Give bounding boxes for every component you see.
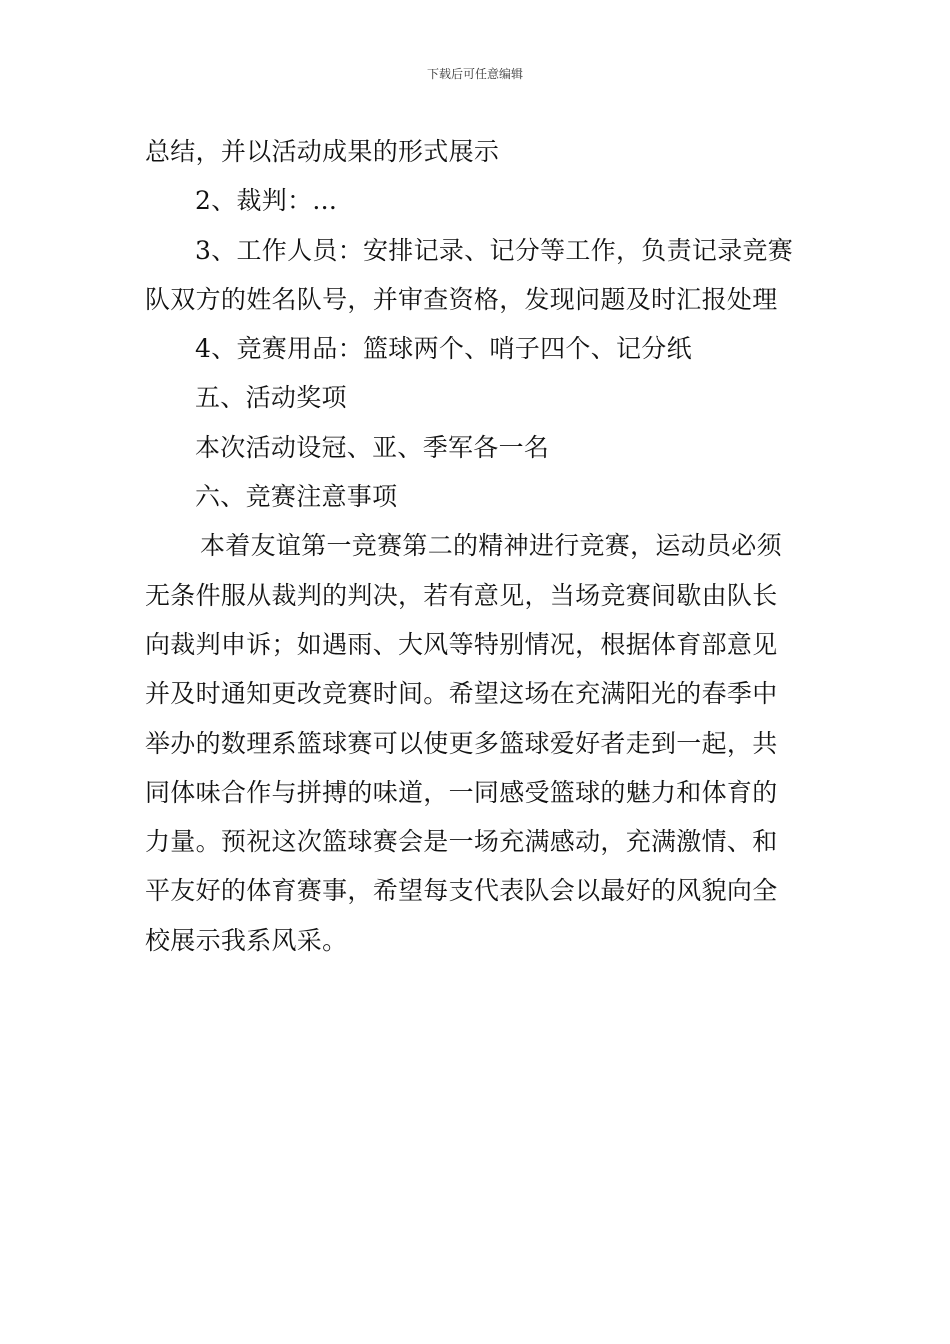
text-line-11: 向裁判申诉；如遇雨、大风等特别情况，根据体育部意见 bbox=[145, 629, 778, 659]
text-line-9: 本着友谊第一竞赛第二的精神进行竞赛，运动员必须 bbox=[200, 531, 782, 561]
text-line-4: 队双方的姓名队号，并审查资格，发现问题及时汇报处理 bbox=[145, 284, 778, 314]
text-line-16: 平友好的体育赛事，希望每支代表队会以最好的风貌向全 bbox=[145, 876, 778, 906]
text-line-13: 举办的数理系篮球赛可以使更多篮球爱好者走到一起，共 bbox=[145, 728, 778, 758]
text-line-7: 本次活动设冠、亚、季军各一名 bbox=[195, 432, 550, 462]
text-line-1: 总结，并以活动成果的形式展示 bbox=[145, 137, 500, 166]
text-line-5: 4、竞赛用品：篮球两个、哨子四个、记分纸 bbox=[195, 334, 692, 364]
section-heading-awards: 五、活动奖项 bbox=[195, 383, 347, 413]
text-line-14: 同体味合作与拼搏的味道，一同感受篮球的魅力和体育的 bbox=[145, 777, 778, 807]
text-line-15: 力量。预祝这次篮球赛会是一场充满感动，充满激情、和 bbox=[145, 827, 778, 857]
text-line-17: 校展示我系风采。 bbox=[145, 925, 348, 955]
text-line-10: 无条件服从裁判的判决，若有意见，当场竞赛间歇由队长 bbox=[145, 580, 778, 610]
text-line-12: 并及时通知更改竞赛时间。希望这场在充满阳光的春季中 bbox=[145, 679, 778, 709]
text-line-2: 2、裁判：... bbox=[195, 186, 338, 216]
section-heading-notes: 六、竞赛注意事项 bbox=[195, 482, 398, 512]
text-line-3: 3、工作人员：安排记录、记分等工作，负责记录竞赛 bbox=[195, 235, 794, 265]
document-body bbox=[145, 127, 815, 965]
page-header: 下载后可任意编辑 bbox=[426, 67, 523, 81]
